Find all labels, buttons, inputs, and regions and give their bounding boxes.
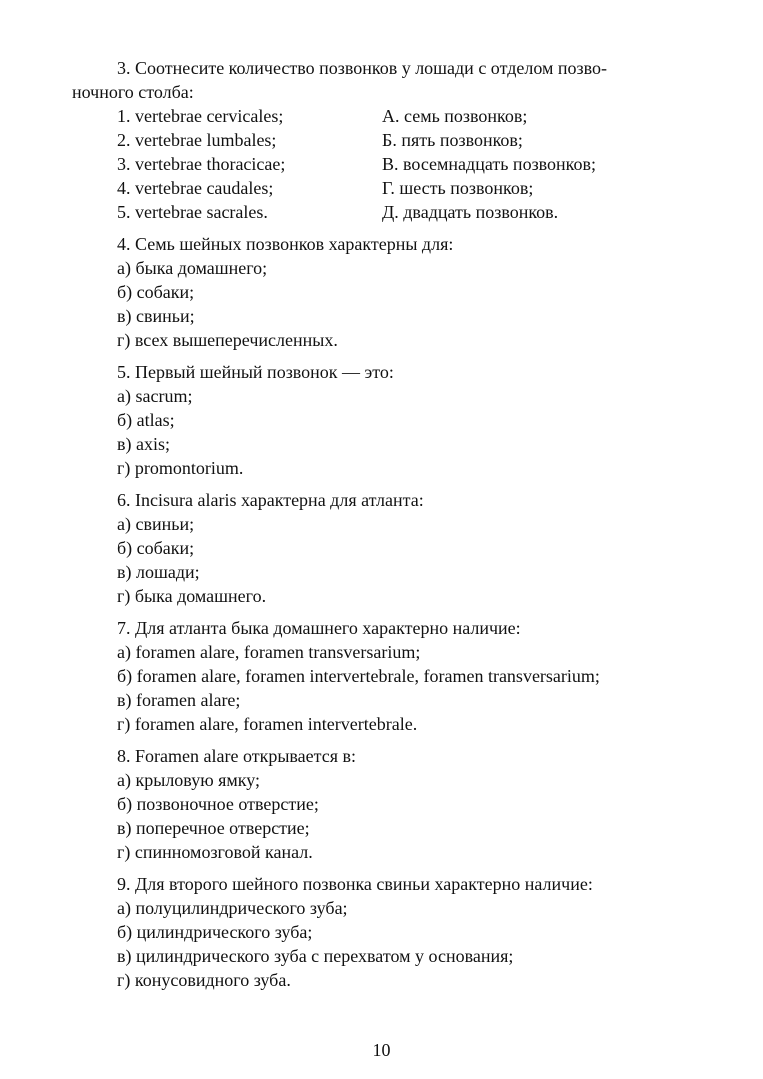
answer-option: б) foramen alare, foramen intervertebrale, foramen transversarium; [117, 666, 600, 686]
answer-option: а) свиньи; [117, 514, 195, 534]
question-4 [72, 232, 692, 352]
match-right-item: Д. двадцать позвонков. [382, 202, 559, 222]
page-number: 10 [372, 1040, 391, 1060]
question-title: 7. Для атланта быка домашнего характерно наличие: [117, 618, 521, 638]
match-right-item: В. восемнадцать позвонков; [382, 154, 597, 174]
question-title-continuation: ночного столба: [72, 82, 194, 102]
match-left-item: 5. vertebrae sacrales. [117, 202, 268, 222]
answer-option: в) свиньи; [117, 306, 195, 326]
question-5 [72, 360, 692, 480]
match-row [72, 176, 692, 200]
question-8 [72, 744, 692, 864]
match-row [72, 104, 692, 128]
match-left-item: 2. vertebrae lumbales; [117, 130, 277, 150]
answer-option: в) поперечное отверстие; [117, 818, 310, 838]
answer-option: в) цилиндрического зуба с перехватом у основания; [117, 946, 514, 966]
match-right-item: Б. пять позвонков; [382, 130, 523, 150]
question-title: 6. Incisura alaris характерна для атланта: [117, 490, 424, 510]
match-left-item: 3. vertebrae thoracicae; [117, 154, 286, 174]
answer-option: г) foramen alare, foramen intervertebrale. [117, 714, 418, 734]
match-right-item: А. семь позвонков; [382, 106, 528, 126]
answer-option: г) спинномозговой канал. [117, 842, 313, 862]
answer-option: а) крыловую ямку; [117, 770, 261, 790]
answer-option: в) axis; [117, 434, 170, 454]
match-right-item: Г. шесть позвонков; [382, 178, 534, 198]
match-row [72, 128, 692, 152]
answer-option: б) собаки; [117, 538, 195, 558]
match-row [72, 200, 692, 224]
answer-option: а) полуцилиндрического зуба; [117, 898, 348, 918]
answer-option: в) лошади; [117, 562, 200, 582]
answer-option: а) быка домашнего; [117, 258, 268, 278]
question-6 [72, 488, 692, 608]
question-3 [72, 56, 692, 224]
answer-option: г) быка домашнего. [117, 586, 267, 606]
answer-option: б) позвоночное отверстие; [117, 794, 319, 814]
match-row [72, 152, 692, 176]
question-title: 3. Соотнесите количество позвонков у лошади с отделом позво- [117, 58, 607, 78]
question-title: 5. Первый шейный позвонок — это: [117, 362, 394, 382]
page-content [72, 56, 692, 1000]
answer-option: а) foramen alare, foramen transversarium; [117, 642, 421, 662]
answer-option: б) atlas; [117, 410, 175, 430]
question-title: 4. Семь шейных позвонков характерны для: [117, 234, 454, 254]
answer-option: г) конусовидного зуба. [117, 970, 291, 990]
question-9 [72, 872, 692, 992]
answer-option: а) sacrum; [117, 386, 193, 406]
answer-option: г) promontorium. [117, 458, 244, 478]
question-7 [72, 616, 692, 736]
question-title: 9. Для второго шейного позвонка свиньи характерно наличие: [117, 874, 593, 894]
answer-option: г) всех вышеперечисленных. [117, 330, 338, 350]
match-left-item: 1. vertebrae cervicales; [117, 106, 284, 126]
answer-option: б) собаки; [117, 282, 195, 302]
question-title: 8. Foramen alare открывается в: [117, 746, 357, 766]
answer-option: б) цилиндрического зуба; [117, 922, 313, 942]
answer-option: в) foramen alare; [117, 690, 241, 710]
match-left-item: 4. vertebrae caudales; [117, 178, 274, 198]
